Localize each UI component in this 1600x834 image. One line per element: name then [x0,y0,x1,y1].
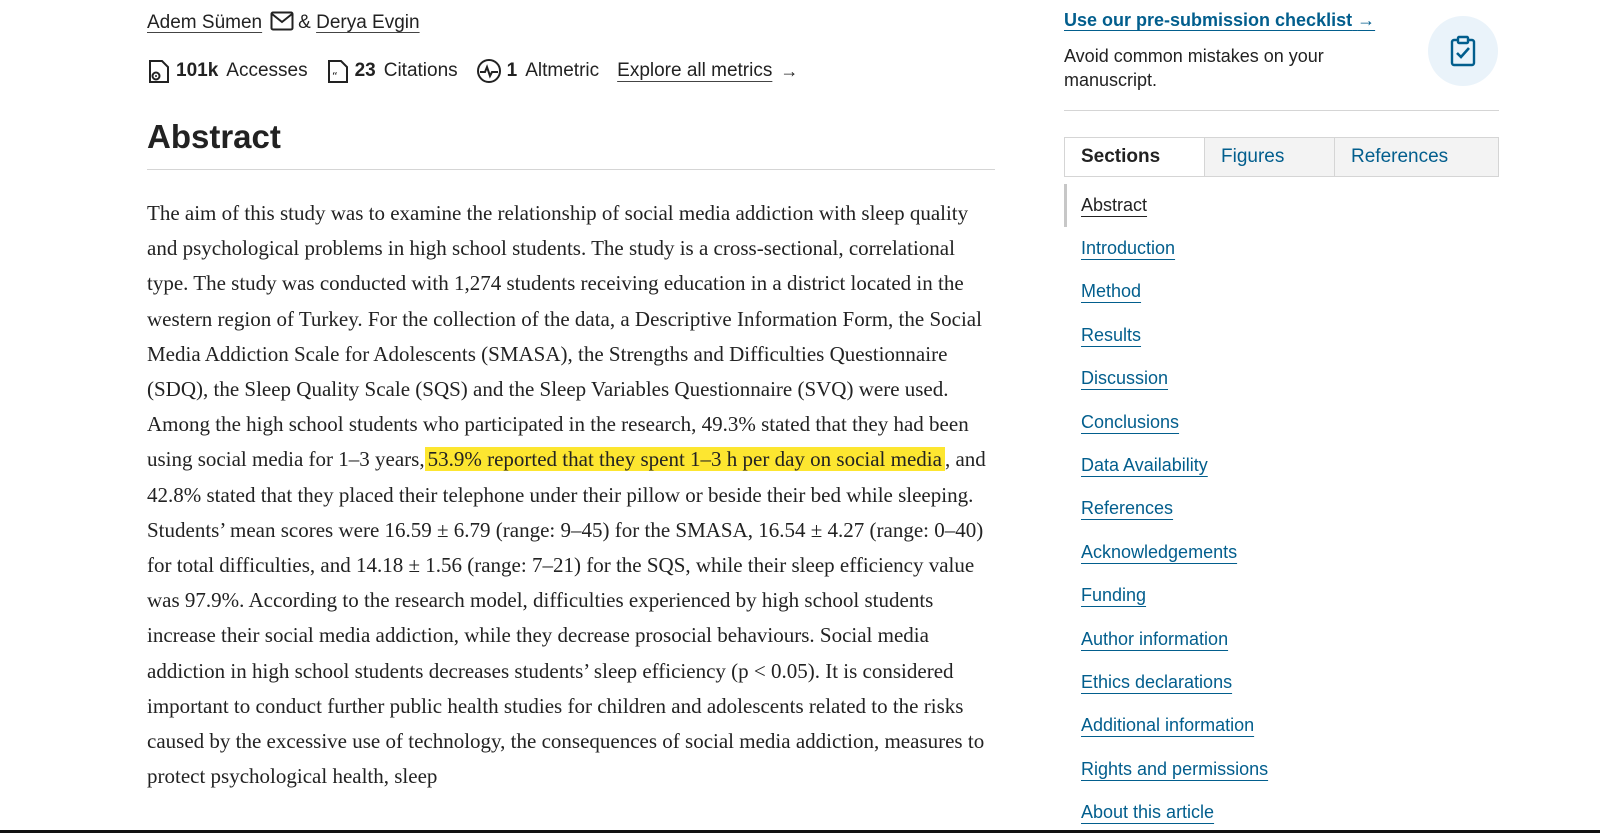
highlighted-text: 53.9% reported that they spent 1–3 h per day on social media [425,447,945,471]
author-separator: & [298,12,311,33]
section-link-conclusions[interactable]: Conclusions [1081,411,1180,432]
section-link-author-information[interactable]: Author information [1081,628,1229,649]
section-link-abstract[interactable]: Abstract [1064,184,1499,227]
section-link-funding[interactable]: Funding [1081,585,1147,606]
author-list [147,11,420,37]
metric-altmetric [476,58,599,84]
section-link-references[interactable]: References [1081,498,1174,519]
tab-figures[interactable]: Figures [1205,138,1335,176]
svg-text:“: “ [331,70,338,83]
clipboard-check-icon [1448,35,1478,67]
citations-count: 23 [354,60,376,81]
section-link-results[interactable]: Results [1081,324,1142,345]
arrow-right-icon: → [1357,10,1376,30]
accesses-icon [147,58,171,84]
accesses-count: 101k [176,60,219,81]
metric-citations [326,58,458,84]
checklist-link[interactable] [1064,10,1375,31]
section-link-discussion[interactable]: Discussion [1081,368,1169,389]
section-link-acknowledgements[interactable]: Acknowledgements [1081,541,1238,562]
section-link-additional-information[interactable]: Additional information [1081,715,1255,736]
citations-icon [326,58,350,84]
article-metrics [147,58,798,84]
abstract-paragraph [147,196,997,794]
abstract-divider [147,169,995,170]
checklist-badge [1428,16,1498,86]
author-link-2[interactable]: Derya Evgin [316,12,420,33]
abstract-text-before: The aim of this study was to examine the relationship of social media addiction with sleep quality and psychological problems in high school students. The study is a cross-sectional, correlational type. The study was conducted with 1,274 students receiving education in a district located in the western region of Turkey. For the collection of the data, a Descriptive Information Form, the Social Media Addiction Scale for Adolescents (SMASA), the Strengths and Difficulties Questionnaire (SDQ), the Sleep Quality Scale (SQS) and the Sleep Variables Questionnaire (SVQ) were used. Among the high school students who participated in the research, 49.3% stated that they had been using social media for 1–3 years, [147,201,982,472]
sidebar-divider [1064,110,1499,111]
mail-icon[interactable] [270,11,294,37]
tab-references[interactable]: References [1351,146,1449,167]
section-link-about-this-article[interactable]: About this article [1081,802,1215,823]
section-link-ethics-declarations[interactable]: Ethics declarations [1081,671,1233,692]
arrow-right-icon[interactable]: → [780,60,799,81]
altmetric-count: 1 [506,60,518,81]
accesses-label: Accesses [226,60,308,81]
abstract-text-after: , and 42.8% stated that they placed their telephone under their pillow or beside their bed while sleeping. Students’ mean scores were 16.59 ± 6.79 (range: 9–45) for the SMASA, 16.54 ± 4.27 (range: 0–40) for total difficulties, and 14.18 ± 1.56 (range: 7–21) for the SQS, while their sleep efficiency value was 97.9%. According to the research model, difficulties experienced by high school students increase their social media addiction, while they decrease prosocial behaviours. Social media addiction in high school students decreases students’ sleep efficiency (p < 0.05). It is considered important to conduct further public health studies for children and adolescents related to the risks caused by the excessive use of technology, the consequences of social media addiction, measures to protect psychological health, sleep [147,447,986,789]
checklist-link-label: Use our pre-submission checklist [1064,10,1353,30]
section-link-rights-and-permissions[interactable]: Rights and permissions [1081,758,1269,779]
section-nav [1064,184,1499,834]
section-link-introduction[interactable]: Introduction [1081,238,1176,258]
author-link-1[interactable]: Adem Sümen [147,12,263,33]
section-link-data-availability[interactable]: Data Availability [1081,454,1208,475]
tab-sections[interactable]: Sections [1065,138,1205,176]
abstract-heading: Abstract [147,118,281,155]
section-link-method[interactable]: Method [1081,281,1142,302]
explore-metrics-link[interactable]: Explore all metrics [617,60,773,81]
altmetric-label: Altmetric [525,60,600,81]
sidebar-tabs [1064,137,1499,177]
abstract-text [147,196,997,794]
citations-label: Citations [383,60,458,81]
altmetric-icon [476,58,502,84]
metric-accesses [147,58,308,84]
checklist-description: Avoid common mistakes on your manuscript. [1064,46,1324,90]
